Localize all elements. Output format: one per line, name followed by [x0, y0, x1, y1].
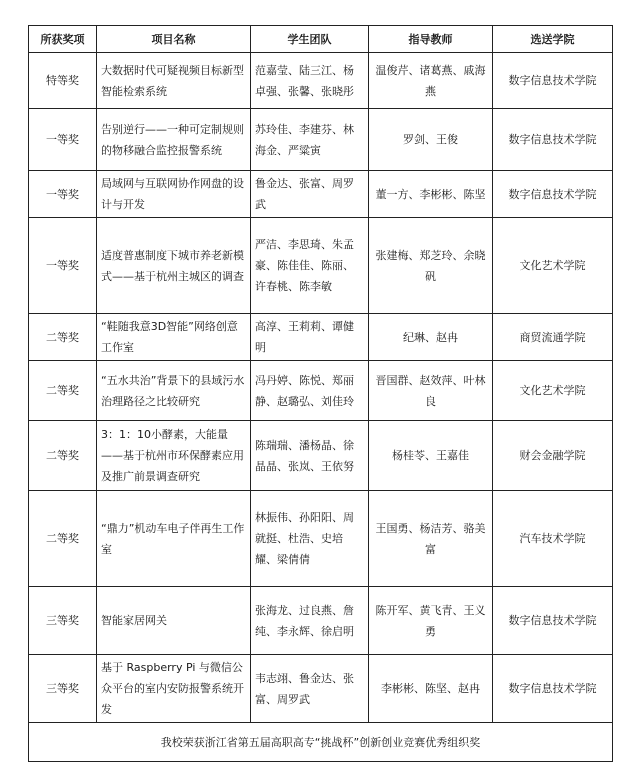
project-cell: 适度普惠制度下城市养老新模式——基于杭州主城区的调查	[97, 218, 251, 314]
table-row	[29, 655, 613, 723]
advisor-cell: 张建梅、郑芝玲、余晓矾	[369, 218, 493, 314]
award-cell: 一等奖	[29, 218, 97, 314]
project-cell: “鞋随我意3D智能”网络创意工作室	[97, 314, 251, 361]
table-row	[29, 421, 613, 491]
table-row	[29, 491, 613, 587]
advisor-cell: 李彬彬、陈坚、赵冉	[369, 655, 493, 723]
project-cell: 3：1：10小酵素，大能量——基于杭州市环保酵素应用及推广前景调查研究	[97, 421, 251, 491]
college-cell: 汽车技术学院	[493, 491, 613, 587]
award-cell: 二等奖	[29, 421, 97, 491]
college-cell: 财会金融学院	[493, 421, 613, 491]
team-cell: 韦志翊、鲁金达、张富、周罗武	[251, 655, 369, 723]
header-project: 项目名称	[97, 26, 251, 53]
header-award: 所获奖项	[29, 26, 97, 53]
team-cell: 陈瑞瑞、潘杨晶、徐晶晶、张岚、王依努	[251, 421, 369, 491]
project-cell: 基于 Raspberry Pi 与微信公众平台的室内安防报警系统开发	[97, 655, 251, 723]
college-cell: 数字信息技术学院	[493, 171, 613, 218]
advisor-cell: 陈开军、黄飞青、王义勇	[369, 587, 493, 655]
table-row	[29, 314, 613, 361]
college-cell: 商贸流通学院	[493, 314, 613, 361]
awards-table	[28, 25, 613, 762]
header-team: 学生团队	[251, 26, 369, 53]
advisor-cell: 晋国群、赵效萍、叶林良	[369, 361, 493, 421]
table-row	[29, 109, 613, 171]
award-cell: 三等奖	[29, 587, 97, 655]
advisor-cell: 董一方、李彬彬、陈坚	[369, 171, 493, 218]
award-cell: 二等奖	[29, 491, 97, 587]
award-cell: 特等奖	[29, 53, 97, 109]
award-cell: 三等奖	[29, 655, 97, 723]
college-cell: 文化艺术学院	[493, 218, 613, 314]
team-cell: 冯丹婷、陈悦、郑丽静、赵璐弘、刘佳玲	[251, 361, 369, 421]
college-cell: 数字信息技术学院	[493, 655, 613, 723]
team-cell: 张海龙、过良燕、詹纯、李永辉、徐启明	[251, 587, 369, 655]
team-cell: 高淳、王莉莉、谭健明	[251, 314, 369, 361]
team-cell: 严洁、李思琦、朱孟豪、陈佳佳、陈丽、许春桃、陈李敏	[251, 218, 369, 314]
header-row	[29, 26, 613, 53]
advisor-cell: 纪琳、赵冉	[369, 314, 493, 361]
organization-award-note: 我校荣获浙江省第五届高职高专“挑战杯”创新创业竞赛优秀组织奖	[29, 723, 613, 762]
team-cell: 鲁金达、张富、周罗武	[251, 171, 369, 218]
project-cell: 大数据时代可疑视频目标新型智能检索系统	[97, 53, 251, 109]
award-cell: 二等奖	[29, 314, 97, 361]
table-row	[29, 218, 613, 314]
college-cell: 数字信息技术学院	[493, 109, 613, 171]
table-row	[29, 53, 613, 109]
table-row	[29, 587, 613, 655]
table-row	[29, 361, 613, 421]
award-cell: 一等奖	[29, 109, 97, 171]
project-cell: 告别逆行——一种可定制规则的物移融合监控报警系统	[97, 109, 251, 171]
project-cell: 智能家居网关	[97, 587, 251, 655]
team-cell: 苏玲佳、李建芬、林海金、严粱寅	[251, 109, 369, 171]
team-cell: 林振伟、孙阳阳、周就挺、杜浩、史培耀、梁倩倩	[251, 491, 369, 587]
college-cell: 数字信息技术学院	[493, 587, 613, 655]
advisor-cell: 王国勇、杨洁芳、骆美富	[369, 491, 493, 587]
advisor-cell: 杨桂苓、王嘉佳	[369, 421, 493, 491]
award-cell: 一等奖	[29, 171, 97, 218]
award-cell: 二等奖	[29, 361, 97, 421]
header-advisor: 指导教师	[369, 26, 493, 53]
team-cell: 范嘉莹、陆三江、杨卓强、张馨、张晓彤	[251, 53, 369, 109]
college-cell: 数字信息技术学院	[493, 53, 613, 109]
advisor-cell: 罗剑、王俊	[369, 109, 493, 171]
project-cell: 局域网与互联网协作网盘的设计与开发	[97, 171, 251, 218]
footer-row	[29, 723, 613, 762]
project-cell: “五水共治”背景下的县域污水治理路径之比较研究	[97, 361, 251, 421]
college-cell: 文化艺术学院	[493, 361, 613, 421]
project-cell: “鼎力”机动车电子伴再生工作室	[97, 491, 251, 587]
header-college: 选送学院	[493, 26, 613, 53]
advisor-cell: 温俊芹、诸葛燕、戚海燕	[369, 53, 493, 109]
table-row	[29, 171, 613, 218]
